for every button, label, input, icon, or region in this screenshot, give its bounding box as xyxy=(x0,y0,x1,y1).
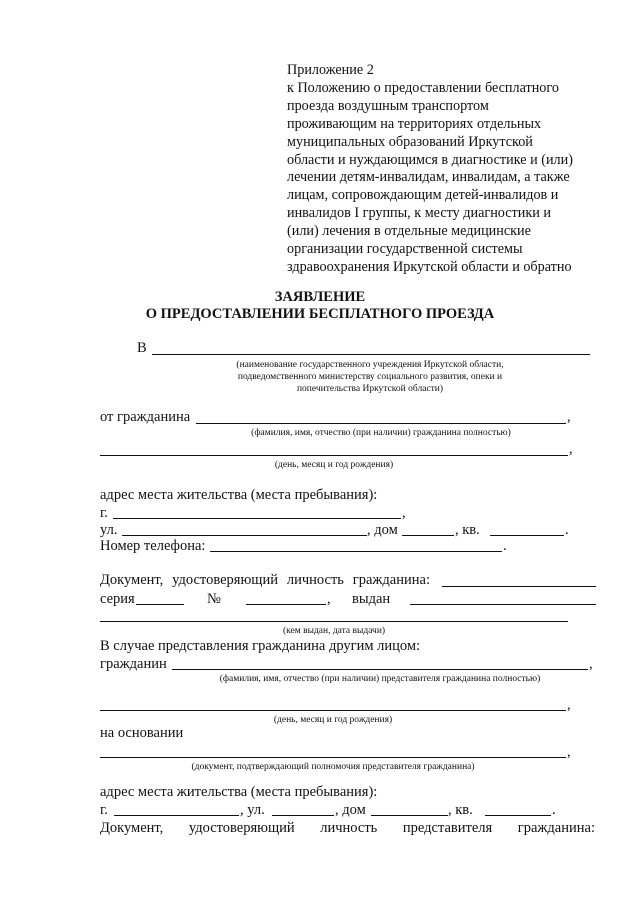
appendix-line: инвалидов I группы, к месту диагностики и xyxy=(287,205,551,222)
appendix-line: проживающим на территориях отдельных xyxy=(287,115,542,132)
apartment-label: , кв. xyxy=(455,522,480,538)
rep-house-field[interactable] xyxy=(371,815,448,816)
city-field[interactable] xyxy=(113,518,401,519)
doc-word: личность xyxy=(286,572,344,588)
from-citizen-label: от гражданина xyxy=(100,409,191,425)
period: . xyxy=(503,538,507,554)
doc-word: удостоверяющий xyxy=(172,572,278,588)
apartment-field[interactable] xyxy=(490,535,564,536)
addressee-caption-2: подведомственного министерству социального развития, опеки и xyxy=(237,372,503,382)
appendix-line: лицам, сопровождающим детей-инвалидов и xyxy=(287,187,559,204)
comma: , xyxy=(402,505,406,521)
street-field[interactable] xyxy=(122,535,367,536)
to-prefix: В xyxy=(137,340,147,356)
addressee-caption-1: (наименование государственного учреждения Иркутской области, xyxy=(236,360,504,370)
doc-word: удостоверяющий xyxy=(188,820,295,836)
issued-caption: (кем выдан, дата выдачи) xyxy=(282,626,386,636)
number-label: № xyxy=(207,591,221,607)
document-title: ЗАЯВЛЕНИЕ xyxy=(274,289,366,305)
representative-name-caption: (фамилия, имя, отчество (при наличии) представителя гражданина полностью) xyxy=(219,674,541,684)
basis-caption: (документ, подтверждающий полномочия представителя гражданина) xyxy=(191,762,475,772)
representative-birthdate-field[interactable] xyxy=(100,710,566,711)
basis-label: на основании xyxy=(100,725,184,741)
doc-word: представителя xyxy=(402,820,493,836)
document-subtitle: О ПРЕДОСТАВЛЕНИИ БЕСПЛАТНОГО ПРОЕЗДА xyxy=(145,306,495,322)
appendix-line: проезда воздушным транспортом xyxy=(287,97,489,114)
basis-document-field[interactable] xyxy=(100,757,566,758)
comma: , xyxy=(589,656,593,672)
rep-city-field[interactable] xyxy=(114,815,239,816)
street-label: ул. xyxy=(100,522,118,538)
identity-document-label xyxy=(100,572,430,589)
doc-word: Документ, xyxy=(100,820,164,836)
period: . xyxy=(552,802,556,818)
appendix-line: муниципальных образований Иркутской xyxy=(287,133,533,150)
rep-address-label: адрес места жительства (места пребывания): xyxy=(100,784,378,800)
addressee-field[interactable] xyxy=(152,354,590,355)
address-label: адрес места жительства (места пребывания): xyxy=(100,487,378,503)
citizen-name-caption: (фамилия, имя, отчество (при наличии) гражданина полностью) xyxy=(251,428,511,438)
citizen-birthdate-field[interactable] xyxy=(100,455,568,456)
citizen-birthdate-caption: (день, месяц и год рождения) xyxy=(274,460,394,470)
period: . xyxy=(565,522,569,538)
rep-apartment-field[interactable] xyxy=(485,815,551,816)
rep-street-label: , ул. xyxy=(240,802,265,818)
representative-name-field[interactable] xyxy=(172,669,588,670)
citizen-name-field[interactable] xyxy=(196,423,566,424)
appendix-header xyxy=(287,62,607,277)
comma: , xyxy=(567,697,571,713)
representative-heading: В случае представления гражданина другим лицом: xyxy=(100,638,421,654)
rep-identity-document-label xyxy=(100,820,595,837)
issued-label: выдан xyxy=(352,591,391,607)
appendix-line: лечении детям-инвалидам, инвалидам, а также xyxy=(287,169,570,186)
rep-apartment-label: , кв. xyxy=(448,802,473,818)
identity-document-type-field[interactable] xyxy=(442,586,596,587)
doc-word: личность xyxy=(320,820,378,836)
appendix-line: области и нуждающимся в диагностике и (или) xyxy=(287,151,573,168)
comma: , xyxy=(327,591,331,607)
rep-house-label: , дом xyxy=(335,802,366,818)
rep-city-label: г. xyxy=(100,802,108,818)
series-field[interactable] xyxy=(136,604,184,605)
issued-by-date-field[interactable] xyxy=(100,621,568,622)
representative-birthdate-caption: (день, месяц и год рождения) xyxy=(273,715,393,725)
citizen-label: гражданин xyxy=(100,656,167,672)
appendix-line: к Положению о предоставлении бесплатного xyxy=(287,79,559,96)
doc-word: гражданина: xyxy=(517,820,595,836)
comma: , xyxy=(567,409,571,425)
house-field[interactable] xyxy=(402,535,454,536)
appendix-line: организации государственной системы xyxy=(287,241,523,258)
appendix-line: здравоохранения Иркутской области и обратно xyxy=(287,258,572,275)
phone-label: Номер телефона: xyxy=(100,538,206,554)
comma: , xyxy=(567,744,571,760)
issued-by-field[interactable] xyxy=(410,604,596,605)
doc-word: гражданина: xyxy=(352,572,430,588)
appendix-line: Приложение 2 xyxy=(287,62,374,78)
appendix-line: (или) лечения в отдельные медицинские xyxy=(287,223,531,240)
series-label: серия xyxy=(100,591,135,607)
addressee-caption-3: попечительства Иркутской области) xyxy=(296,384,444,394)
house-label: , дом xyxy=(367,522,398,538)
rep-street-field[interactable] xyxy=(272,815,334,816)
phone-field[interactable] xyxy=(210,551,502,552)
doc-word: Документ, xyxy=(100,572,164,588)
number-field[interactable] xyxy=(246,604,326,605)
city-label: г. xyxy=(100,505,108,521)
comma: , xyxy=(569,441,573,457)
